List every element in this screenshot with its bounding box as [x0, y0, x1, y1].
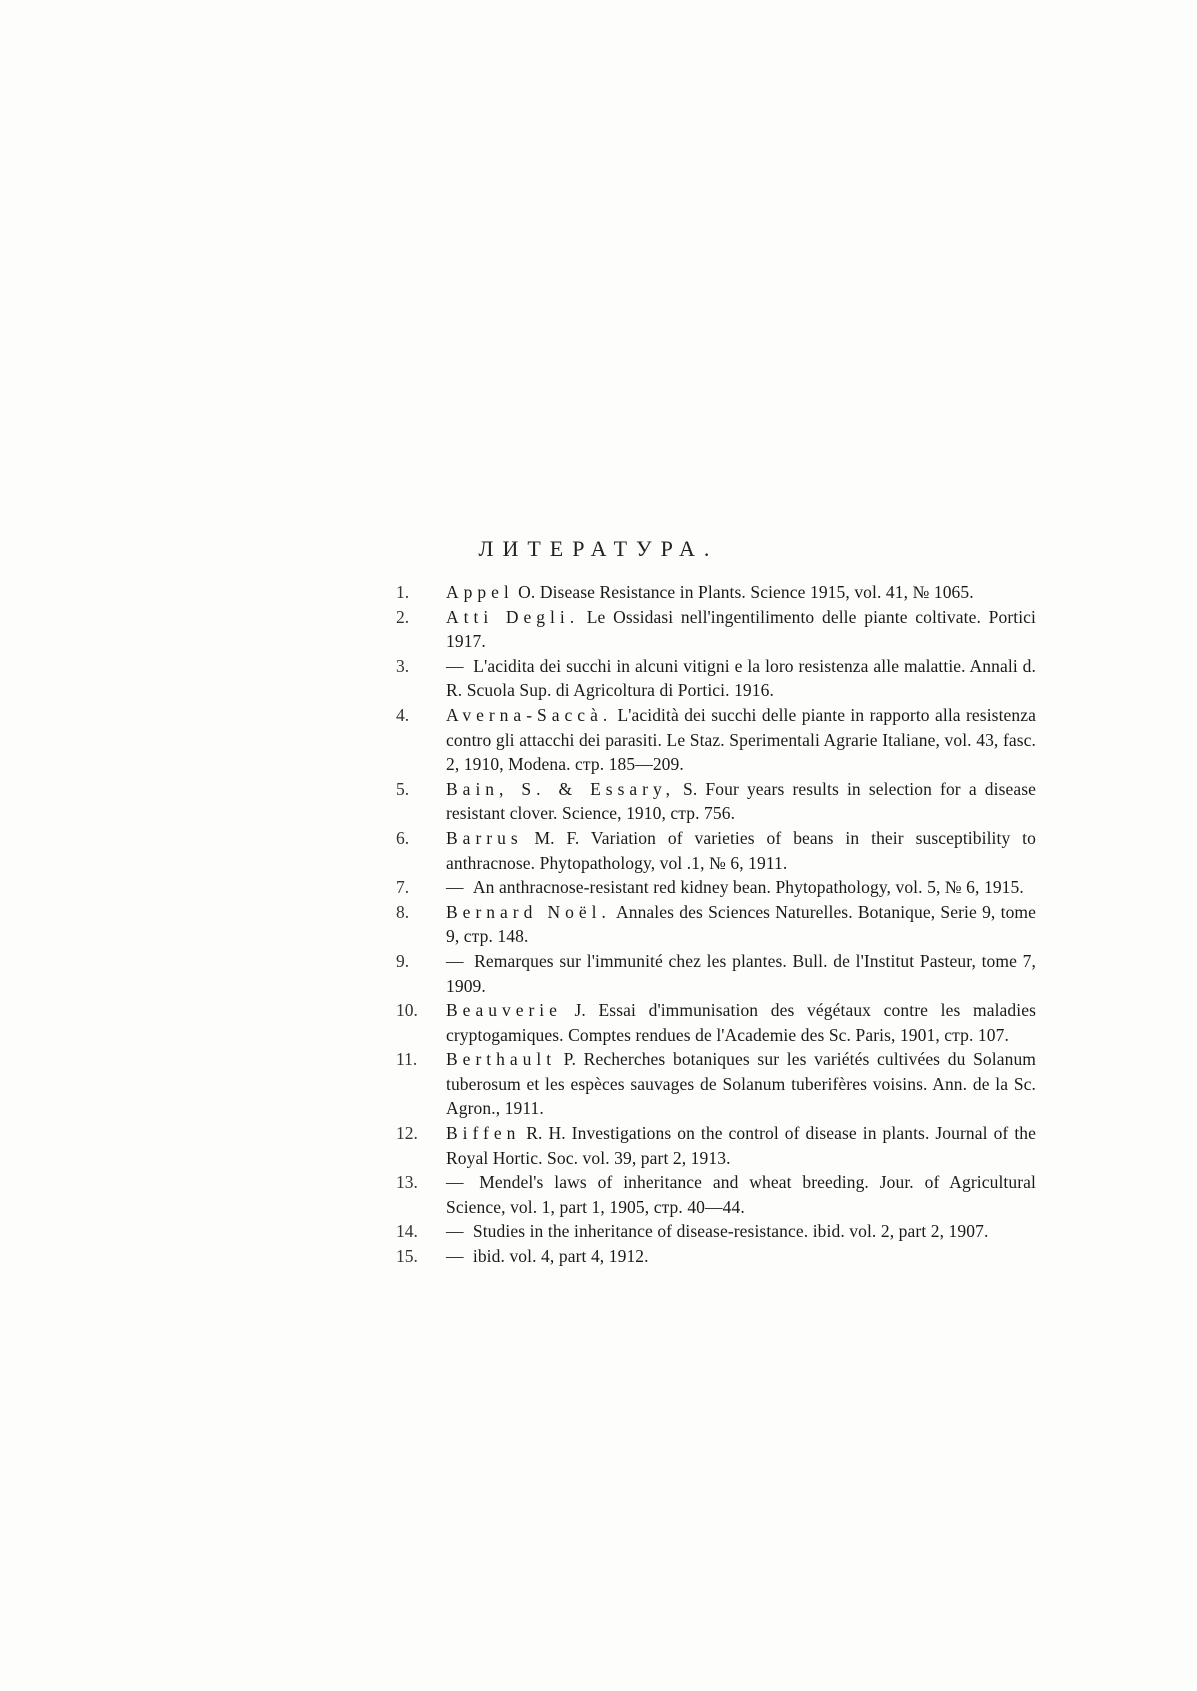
reference-item — [356, 777, 1036, 826]
reference-text: Annales des Sciences Naturelles. Botanique, Serie 9, tome 9, стр. 148. — [446, 901, 1037, 947]
reference-text: L'acidità dei succhi delle piante in rapporto alla resistenza contro gli attacchi dei parasiti. Le Staz. Sperimentali Agrarie Italiane, vol. 43, fasc. 2, 1910, Modena. стр. 185—209. — [446, 704, 1036, 775]
reference-number: 11. — [396, 1049, 418, 1070]
reference-item — [356, 654, 1036, 703]
reference-author: Biffen — [446, 1123, 521, 1144]
reference-text: O. Disease Resistance in Plants. Science 1915, vol. 41, № 1065. — [518, 582, 974, 602]
reference-item — [356, 1121, 1036, 1170]
reference-item — [356, 998, 1036, 1047]
reference-item — [356, 1047, 1036, 1121]
reference-author: — — [446, 1172, 469, 1193]
reference-author: — — [446, 655, 469, 676]
reference-list — [356, 580, 1036, 1269]
reference-text: Mendel's laws of inheritance and wheat breeding. Jour. of Agricultural Science, vol. 1, part 1, 1905, стр. 40—44. — [446, 1172, 1036, 1217]
reference-number: 13. — [396, 1172, 418, 1193]
reference-number: 7. — [396, 877, 410, 898]
reference-item — [356, 949, 1036, 998]
reference-author: Beauverie — [446, 1000, 562, 1021]
reference-author: Berthault — [446, 1049, 557, 1070]
reference-item — [356, 703, 1036, 777]
reference-author: — — [446, 1246, 469, 1267]
reference-text: R. H. Investigations on the control of disease in plants. Journal of the Royal Hortic. Soc. vol. 39, part 2, 1913. — [446, 1123, 1037, 1168]
reference-author: — — [446, 950, 469, 971]
reference-item — [356, 605, 1036, 654]
reference-number: 12. — [396, 1123, 418, 1144]
reference-number: 9. — [396, 950, 410, 971]
reference-number: 5. — [396, 778, 410, 799]
reference-item — [356, 900, 1036, 949]
reference-number: 4. — [396, 704, 410, 725]
reference-text: L'acidita dei succhi in alcuni vitigni e la loro resistenza alle malattie. Annali d. R. Scuola Sup. di Agricoltura di Portici. 1916. — [446, 655, 1036, 701]
reference-text: P. Recherches botaniques sur les variétés cultivées du Solanum tuberosum et les espèces sauvages de Solanum tuberifères voisins. Ann. de la Sc. Agron., 1911. — [446, 1049, 1037, 1119]
reference-author: Bain, S. & Essary, — [446, 778, 676, 799]
reference-text: Remarques sur l'immunité chez les plantes. Bull. de l'Institut Pasteur, tome 7, 1909. — [446, 950, 1036, 996]
reference-item — [356, 875, 1036, 900]
reference-text: M. F. Variation of varieties of beans in their susceptibility to anthracnose. Phytopathology, vol .1, № 6, 1911. — [446, 827, 1036, 873]
reference-text: S. Four years results in selection for a disease resistant clover. Science, 1910, стр. 756. — [446, 778, 1037, 824]
reference-text: Le Ossidasi nell'ingentilimento delle piante coltivate. Portici 1917. — [446, 606, 1036, 652]
reference-number: 1. — [396, 582, 410, 602]
reference-author: Appel — [446, 582, 514, 602]
reference-author: Bernard Noël. — [446, 901, 611, 922]
reference-item — [356, 1219, 1036, 1244]
reference-number: 3. — [396, 655, 410, 676]
reference-author: — — [446, 877, 469, 898]
reference-number: 10. — [396, 1000, 418, 1021]
reference-item — [356, 1170, 1036, 1219]
reference-item — [356, 826, 1036, 875]
reference-author: Atti Degli. — [446, 606, 580, 627]
page-title: ЛИТЕРАТУРА. — [478, 536, 719, 561]
reference-text: Studies in the inheritance of disease-resistance. ibid. vol. 2, part 2, 1907. — [472, 1221, 989, 1242]
reference-text: An anthracnose-resistant red kidney bean. Phytopathology, vol. 5, № 6, 1915. — [472, 877, 1024, 898]
reference-text: J. Essai d'immunisation des végétaux contre les maladies cryptogamiques. Comptes rendues de l'Academie des Sc. Paris, 1901, стр. 107. — [446, 1000, 1037, 1045]
reference-number: 14. — [396, 1221, 418, 1242]
reference-number: 6. — [396, 827, 410, 848]
reference-author: Averna-Saccà. — [446, 704, 613, 725]
reference-author: — — [446, 1221, 469, 1242]
reference-text: ibid. vol. 4, part 4, 1912. — [472, 1246, 649, 1267]
reference-number: 2. — [396, 606, 410, 627]
reference-item — [356, 580, 1036, 605]
reference-author: Barrus — [446, 827, 523, 848]
reference-item — [356, 1244, 1036, 1269]
reference-number: 8. — [396, 901, 410, 922]
reference-number: 15. — [396, 1246, 418, 1267]
